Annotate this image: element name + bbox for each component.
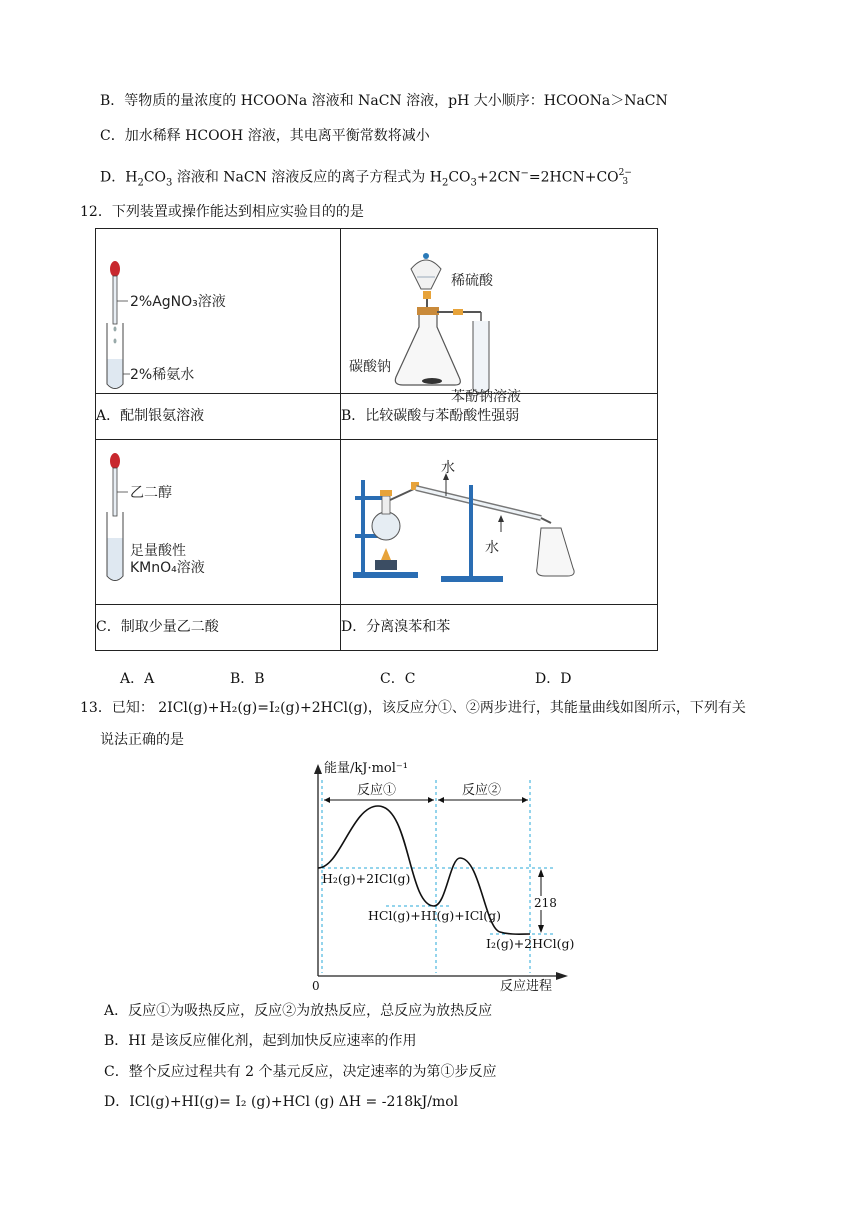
fig-d-cell — [341, 440, 658, 605]
step1-label: 反应① — [357, 783, 397, 798]
dropper-bulb — [110, 261, 120, 277]
q11-option-c: C．加水稀释 HCOOH 溶液，其电离平衡常数将减小 — [100, 128, 430, 144]
label-glycol: 乙二醇 — [130, 485, 172, 501]
x-axis-label: 反应进程 — [500, 979, 553, 994]
stopper — [417, 307, 439, 315]
fig-d-diagram — [341, 440, 659, 604]
delta-label: 218 — [534, 896, 557, 910]
label-ammonia: 2%稀氨水 — [130, 367, 195, 383]
intermediate-label: HCl(g)+HI(g)+ICl(g) — [368, 908, 502, 923]
y-axis-arrow — [314, 764, 322, 774]
label-water-bottom: 水 — [485, 540, 499, 556]
fig-a-cell — [96, 229, 341, 394]
fig-c-cell — [96, 440, 341, 605]
caption-c: C．制取少量乙二酸 — [96, 605, 341, 651]
receiving-flask — [537, 528, 574, 576]
text-part: D．H — [100, 169, 138, 186]
y-axis-label: 能量/kJ·mol⁻¹ — [324, 761, 408, 776]
superscript: 2− — [618, 167, 632, 178]
label-carbonate: 碳酸钠 — [349, 359, 391, 375]
sodium-carbonate-solid — [422, 378, 442, 384]
burner-flame — [381, 548, 391, 560]
reactants-label: H₂(g)+2ICl(g) — [322, 871, 411, 886]
caption-a: A．配制银氨溶液 — [96, 394, 341, 440]
q13-option-b: B．HI 是该反应催化剂，起到加快反应速率的作用 — [104, 1033, 417, 1049]
energy-diagram — [300, 758, 580, 994]
q11-option-b: B．等物质的量浓度的 HCOONa 溶液和 NaCN 溶液，pH 大小顺序：HCOONa＞NaCN — [100, 93, 668, 109]
q13-option-d: D．ICl(g)+HI(g)= I₂ (g)+HCl (g) ΔH = -218kJ/mol — [104, 1094, 459, 1110]
fig-c-diagram — [96, 440, 340, 604]
caption-b: B．比较碳酸与苯酚酸性强弱 — [341, 394, 658, 440]
x-axis-arrow — [556, 972, 568, 980]
test-tube-b — [473, 321, 489, 393]
choice-d[interactable]: D．D — [535, 671, 572, 687]
choice-c[interactable]: C．C — [380, 671, 416, 687]
subscript: 3 — [470, 177, 477, 189]
label-phenoxide: 苯酚钠溶液 — [451, 389, 521, 405]
dropper-tube — [113, 276, 117, 324]
q13-option-c: C．整个反应过程共有 2 个基元反应，决定速率的为第①步反应 — [104, 1064, 497, 1080]
stopcock — [423, 291, 431, 299]
q13-stem-line1: 13．已知： 2ICl(g)+H₂(g)=I₂(g)+2HCl(g)，该反应分①、②两步进行，其能量曲线如图所示，下列有关 — [80, 700, 746, 716]
text-part: =2HCN+CO — [528, 169, 619, 186]
fig-a-diagram — [96, 229, 340, 393]
superscript: − — [520, 168, 529, 179]
separatory-funnel — [411, 260, 441, 289]
fig-b-diagram — [341, 229, 659, 405]
label-kmno4-2: KMnO₄溶液 — [130, 560, 205, 576]
subscript: 3 — [166, 177, 173, 189]
subscript: 3 — [622, 176, 629, 187]
label-water-top: 水 — [441, 460, 455, 476]
caption-d: D．分离溴苯和苯 — [341, 605, 658, 651]
products-label: I₂(g)+2HCl(g) — [486, 936, 575, 951]
solution — [108, 359, 123, 388]
distilling-flask — [372, 512, 400, 540]
choice-b[interactable]: B．B — [230, 671, 265, 687]
subscript: 2 — [137, 177, 144, 189]
subscript: 2 — [441, 177, 449, 189]
fig-b-cell — [341, 229, 658, 405]
text-part: CO — [448, 169, 471, 186]
text-part: CO — [143, 169, 167, 186]
origin-label: 0 — [312, 979, 320, 993]
q13-stem-line2: 说法正确的是 — [100, 732, 184, 748]
q12-options-table — [95, 228, 658, 651]
q12-stem: 12．下列装置或操作能达到相应实验目的的是 — [80, 204, 364, 220]
conical-flask — [395, 309, 460, 385]
choice-a[interactable]: A．A — [120, 671, 155, 687]
label-acid: 稀硫酸 — [451, 273, 493, 289]
text-part: +2CN — [476, 169, 521, 186]
step2-label: 反应② — [462, 783, 502, 798]
label-agno3: 2%AgNO₃溶液 — [130, 294, 226, 310]
ion-charge — [619, 169, 632, 187]
text-part: 溶液和 NaCN 溶液反应的离子方程式为 H — [172, 169, 442, 186]
q11-option-d — [100, 165, 632, 192]
q13-option-a: A．反应①为吸热反应，反应②为放热反应，总反应为放热反应 — [104, 1003, 493, 1019]
label-kmno4-1: 足量酸性 — [130, 543, 186, 559]
